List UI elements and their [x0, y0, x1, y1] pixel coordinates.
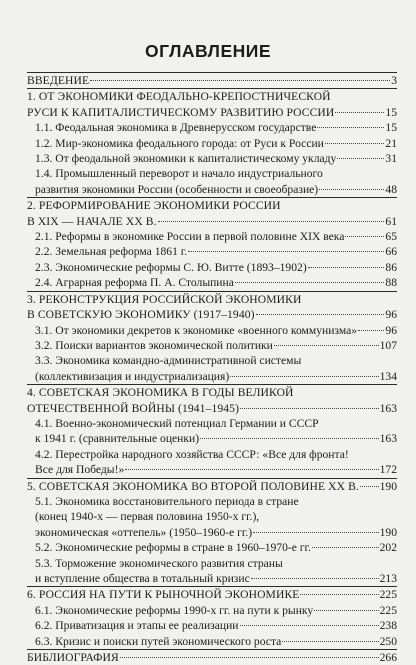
page-number: 266: [379, 651, 397, 665]
toc-entry-text: 3.1. От экономики декретов к экономике «военного коммунизма»: [35, 323, 358, 337]
toc-subsection: [35, 447, 397, 478]
toc-entry-text: 1. ОТ ЭКОНОМИКИ ФЕОДАЛЬНО-КРЕПОСТНИЧЕСКОЙ: [27, 90, 331, 104]
page-number: 213: [379, 572, 397, 585]
toc-subsection: [35, 556, 397, 587]
page-number: 238: [379, 619, 397, 633]
toc-line: [35, 634, 397, 649]
toc-subsection: [35, 634, 397, 649]
toc-line: [27, 307, 397, 322]
toc-entry-text: 1.2. Мир-экономика феодального города: от Руси к России: [35, 136, 324, 150]
toc-entry-text: В XIX — НАЧАЛЕ XX В.: [27, 214, 157, 228]
dot-leader: [235, 282, 385, 283]
dot-leader: [240, 625, 379, 626]
toc-chapter: [27, 650, 397, 665]
dot-leader: [300, 594, 378, 595]
toc-entry-text: 3.2. Поиски вариантов экономической политики: [35, 338, 273, 352]
dot-leader: [125, 469, 378, 470]
dot-leader: [335, 112, 384, 113]
toc-subsection: [35, 618, 397, 633]
toc-entry-text: 5.2. Экономические реформы в стране в 1960–1970-е гг.: [35, 541, 311, 555]
toc-line: [35, 353, 397, 368]
toc-subsection: [35, 603, 397, 618]
dot-leader: [240, 408, 379, 409]
toc-entry-text: развития экономики России (особенности и своеобразие): [35, 182, 319, 196]
toc-line: [35, 166, 397, 181]
toc-entry-text: 2.1. Реформы в экономике России в первой половине XIX века: [35, 230, 345, 244]
toc-entry-text: 4. СОВЕТСКАЯ ЭКОНОМИКА В ГОДЫ ВЕЛИКОЙ: [27, 386, 294, 400]
toc-entry-text: Все для Победы!»: [35, 463, 125, 477]
toc-entry-text: 2. РЕФОРМИРОВАНИЕ ЭКОНОМИКИ РОССИИ: [27, 199, 281, 213]
toc-entry-text: БИБЛИОГРАФИЯ: [27, 651, 119, 665]
toc-line: [27, 105, 397, 120]
toc-entry-text: ОТЕЧЕСТВЕННОЙ ВОЙНЫ (1941–1945): [27, 401, 240, 415]
toc-subsection: [35, 353, 397, 384]
toc-line: [35, 275, 397, 290]
toc-line: [35, 525, 397, 540]
dot-leader: [325, 143, 385, 144]
page-number: 48: [385, 182, 397, 196]
toc-entry-text: 2.2. Земельная реформа 1861 г.: [35, 245, 188, 259]
page-number: 96: [385, 323, 397, 337]
toc-chapter: [27, 198, 397, 229]
toc-line: [35, 182, 397, 197]
page-number: 66: [385, 245, 397, 259]
toc-line: [35, 494, 397, 509]
toc-line: [27, 89, 397, 104]
page-title: ОГЛАВЛЕНИЕ: [144, 41, 272, 61]
page-number: 163: [379, 401, 397, 415]
toc-line: [35, 260, 397, 275]
toc-line: [35, 338, 397, 353]
toc-subsection: [35, 244, 397, 259]
page-number: 225: [379, 603, 397, 617]
toc-entry-text: к 1941 г. (сравнительные оценки): [35, 432, 200, 446]
toc-line: [27, 292, 397, 307]
toc-chapter: [27, 385, 397, 416]
toc-entry-text: В СОВЕТСКУЮ ЭКОНОМИКУ (1917–1940): [27, 308, 255, 322]
page-number: 96: [385, 308, 397, 322]
toc-entry-text: ВВЕДЕНИЕ: [27, 74, 90, 87]
dot-leader: [251, 578, 379, 579]
toc-entry-text: 2.3. Экономические реформы С. Ю. Витте (1893–1902): [35, 260, 307, 274]
page-number: 15: [385, 121, 397, 135]
dot-leader: [158, 221, 385, 222]
toc-subsection: [35, 136, 397, 151]
dot-leader: [188, 251, 384, 252]
page-number: 31: [385, 152, 397, 166]
dot-leader: [120, 657, 379, 658]
toc-line: [27, 73, 397, 88]
page-number: 61: [385, 214, 397, 228]
toc-line: [35, 369, 397, 384]
toc-line: [35, 618, 397, 633]
toc-entry-text: 4.1. Военно-экономический потенциал Германии и СССР: [35, 416, 319, 430]
toc-entry-text: 3.3. Экономика командно-административной системы: [35, 354, 302, 368]
page-number: 65: [385, 230, 397, 244]
dot-leader: [308, 267, 385, 268]
page-number: 15: [385, 105, 397, 119]
toc-subsection: [35, 151, 397, 166]
dot-leader: [345, 236, 384, 237]
toc-chapter: [27, 73, 397, 88]
toc-entry-text: 6.2. Приватизация и этапы ее реализации: [35, 619, 239, 633]
toc-subsection: [35, 494, 397, 540]
toc-line: [35, 431, 397, 446]
toc-line: [35, 120, 397, 135]
dot-leader: [90, 80, 390, 81]
toc-subsection: [35, 323, 397, 338]
dot-leader: [282, 641, 378, 642]
page-number: 134: [379, 369, 397, 383]
toc-entry-text: 1.4. Промышленный переворот и начало индустриального: [35, 167, 323, 181]
toc-entry-text: 4.2. Перестройка народного хозяйства СССР: «Все для фронта!: [35, 447, 349, 461]
toc-line: [35, 603, 397, 618]
toc-entry-text: (конец 1940-х — первая половина 1950-х гг.),: [35, 510, 260, 524]
toc-entry-text: 6. РОССИЯ НА ПУТИ К РЫНОЧНОЙ ЭКОНОМИКЕ: [27, 588, 300, 602]
toc-line: [35, 571, 397, 586]
toc-entry-text: 5. СОВЕТСКАЯ ЭКОНОМИКА ВО ВТОРОЙ ПОЛОВИНЕ XX В.: [27, 479, 359, 493]
toc-line: [35, 136, 397, 151]
toc-line: [35, 556, 397, 571]
toc-line: [35, 447, 397, 462]
dot-leader: [200, 438, 379, 439]
toc-line: [27, 650, 397, 665]
toc-chapter: [27, 89, 397, 120]
page-number: 3: [391, 74, 397, 87]
toc-line: [27, 198, 397, 213]
toc-chapter: [27, 292, 397, 323]
toc-chapter: [27, 479, 397, 494]
toc-line: [35, 323, 397, 338]
toc-entry-text: (коллективизация и индустриализация): [35, 369, 230, 383]
page-number: 225: [379, 588, 397, 602]
toc-entry-text: 1.3. От феодальной экономики к капиталистическому укладу: [35, 152, 337, 166]
toc-subsection: [35, 229, 397, 244]
toc-line: [35, 509, 397, 524]
toc-subsection: [35, 540, 397, 555]
dot-leader: [314, 610, 378, 611]
dot-leader: [230, 376, 378, 377]
toc-subsection: [35, 166, 397, 197]
toc-entry-text: 6.3. Кризис и поиски путей экономического роста: [35, 634, 282, 648]
toc-line: [35, 540, 397, 555]
toc-entry-text: 5.1. Экономика восстановительного периода в стране: [35, 494, 299, 508]
page-number: 88: [385, 276, 397, 290]
toc-line: [27, 385, 397, 400]
dot-leader: [274, 345, 379, 346]
dot-leader: [253, 532, 378, 533]
toc-subsection: [35, 120, 397, 135]
dot-leader: [317, 127, 384, 128]
toc-subsection: [35, 275, 397, 290]
page-number: 172: [379, 463, 397, 477]
dot-leader: [312, 547, 379, 548]
toc-entry-text: экономическая «оттепель» (1950–1960-е гг.): [35, 525, 253, 539]
page-number: 190: [379, 525, 397, 539]
toc-line: [35, 244, 397, 259]
toc-line: [35, 462, 397, 477]
dot-leader: [337, 158, 384, 159]
toc-entry-text: 5.3. Торможение экономического развития страны: [35, 556, 283, 570]
toc-entry-text: 2.4. Аграрная реформа П. А. Столыпина: [35, 276, 234, 290]
page-number: 86: [385, 260, 397, 274]
toc-line: [35, 151, 397, 166]
page-number: 250: [379, 634, 397, 648]
toc-entry-text: РУСИ К КАПИТАЛИСТИЧЕСКОМУ РАЗВИТИЮ РОССИИ: [27, 105, 335, 119]
toc-entry-text: 1.1. Феодальная экономика в Древнерусском государстве: [35, 121, 317, 135]
page-number: 202: [379, 541, 397, 555]
toc-entry-text: и вступление общества в тотальный кризис: [35, 572, 250, 585]
toc-entry-text: 6.1. Экономические реформы 1990-х гг. на пути к рынку: [35, 603, 314, 617]
toc-line: [27, 401, 397, 416]
page-number: 107: [379, 338, 397, 352]
page-number: 190: [379, 479, 397, 493]
toc-subsection: [35, 416, 397, 447]
toc-subsection: [35, 338, 397, 353]
dot-leader: [256, 314, 385, 315]
toc-line: [27, 479, 397, 494]
toc-line: [27, 587, 397, 602]
toc-line: [27, 214, 397, 229]
toc-chapter: [27, 587, 397, 602]
toc-entry-text: 3. РЕКОНСТРУКЦИЯ РОССИЙСКОЙ ЭКОНОМИКИ: [27, 292, 302, 306]
page-number: 163: [379, 432, 397, 446]
dot-leader: [360, 486, 379, 487]
dot-leader: [358, 330, 384, 331]
toc-line: [35, 229, 397, 244]
page-number: 21: [385, 136, 397, 150]
toc-line: [35, 416, 397, 431]
toc-list: [0, 72, 416, 665]
toc-subsection: [35, 260, 397, 275]
dot-leader: [319, 189, 384, 190]
